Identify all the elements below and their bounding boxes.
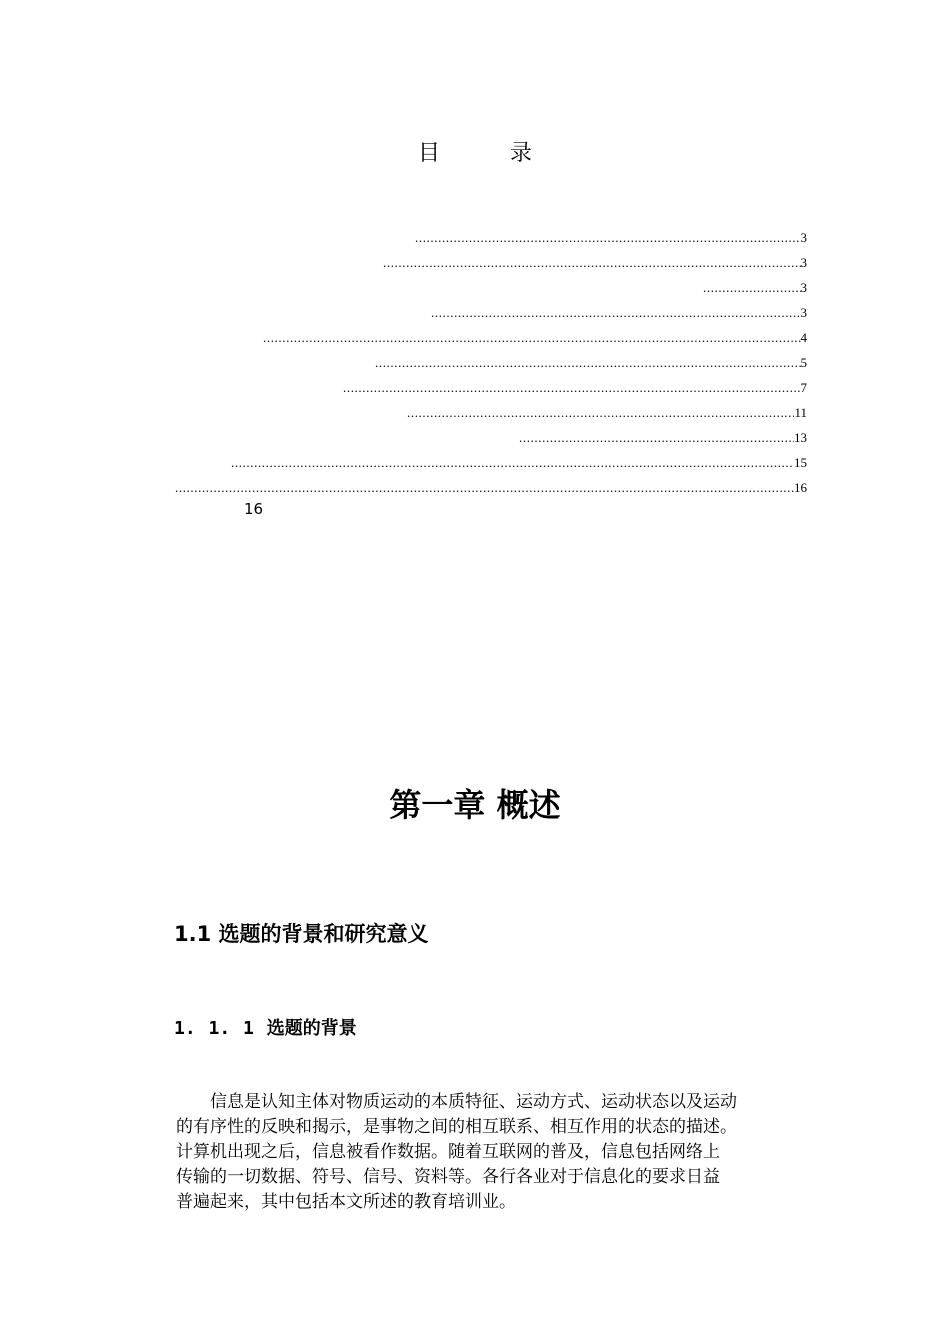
toc-leader [415,230,801,246]
toc-leader [407,405,794,421]
toc-page-number: 3 [800,280,807,295]
toc-leader [383,255,801,271]
paragraph-line: 计算机出现之后，信息被看作数据。随着互联网的普及，信息包括网络上 [176,1142,720,1162]
toc-leader [263,330,801,346]
paragraph-line: 传输的一切数据、符号、信号、资料等。各行各业对于信息化的要求日益 [176,1167,720,1187]
toc-entry[interactable] [343,378,807,396]
toc-entry[interactable] [407,403,807,421]
paragraph-line: 普遍起来，其中包括本文所述的教育培训业。 [176,1192,516,1212]
toc-entry[interactable] [175,478,807,496]
paragraph-line: 的有序性的反映和揭示，是事物之间的相互联系、相互作用的状态的描述。 [176,1117,737,1137]
toc-leader [175,480,794,496]
subsection-title: 1. 1. 1 选题的背景 [174,1018,357,1039]
toc-entry[interactable] [703,278,807,296]
toc-entry[interactable] [263,328,807,346]
toc-leader [375,355,801,371]
toc-page-number: 5 [800,355,807,370]
toc-trailing-page-number: 16 [244,500,264,518]
toc-page-number: 3 [800,230,807,245]
toc-page-number: 3 [800,255,807,270]
toc-entry[interactable] [431,303,807,321]
toc-page-number: 13 [794,430,807,445]
toc-leader [343,380,801,396]
toc-page-number: 11 [794,405,807,420]
body-paragraph [176,1090,812,1215]
chapter-title: 第一章 概述 [389,786,561,824]
toc-page-number: 16 [794,480,807,495]
section-title: 1.1 选题的背景和研究意义 [174,922,429,946]
toc-leader [231,455,794,471]
toc-leader [519,430,794,446]
toc-entry[interactable] [519,428,807,446]
toc-leader [703,280,801,296]
toc-entry[interactable] [415,228,807,246]
toc-entry[interactable] [383,253,807,271]
toc-entry[interactable] [231,453,807,471]
toc-entry[interactable] [375,353,807,371]
toc-leader [431,305,801,321]
toc-title: 目 录 [417,141,556,166]
toc-page-number: 4 [800,330,807,345]
toc-page-number: 7 [800,380,807,395]
paragraph-line: 信息是认知主体对物质运动的本质特征、运动方式、运动状态以及运动 [176,1092,737,1112]
toc-page-number: 15 [794,455,807,470]
toc-page-number: 3 [800,305,807,320]
